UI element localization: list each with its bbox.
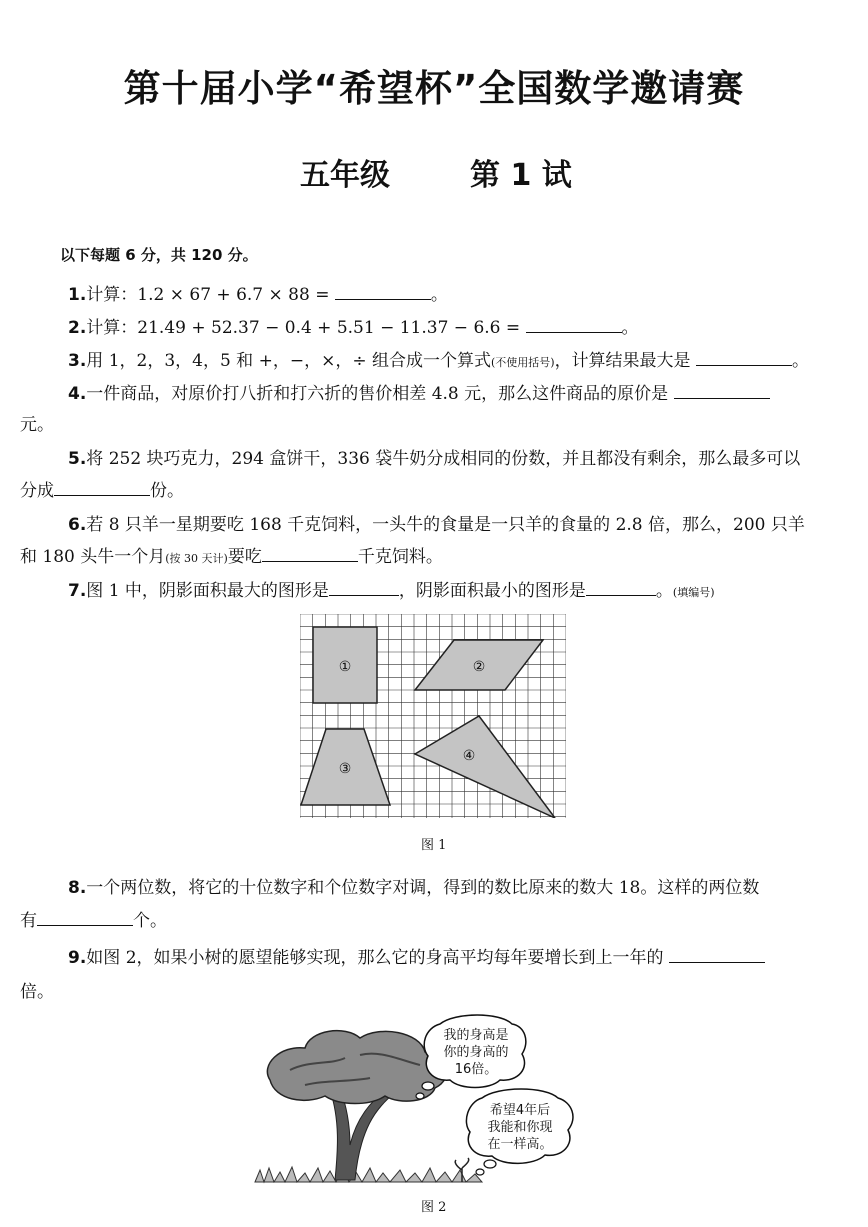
question-2: 2.计算：21.49 + 52.37 − 0.4 + 5.51 − 11.37 − 6.6 = 。 (68, 318, 639, 338)
bubble-2-line-2: 我能和你现 (487, 1120, 553, 1135)
answer-blank-6[interactable] (262, 547, 358, 562)
figure-1-grid (300, 614, 566, 818)
question-9-cont: 倍。 (20, 982, 54, 1002)
answer-blank-5[interactable] (54, 481, 150, 496)
question-7: 7.图 1 中，阴影面积最大的图形是 ，阴影面积最小的图形是 。(填编号) (68, 581, 715, 601)
question-1: 1.计算：1.2 × 67 + 6.7 × 88 = 。 (68, 285, 448, 305)
shape-4-triangle (415, 716, 555, 818)
bubble-1-line-3: 16倍。 (454, 1062, 498, 1077)
answer-blank-2[interactable] (526, 318, 622, 333)
answer-blank-1[interactable] (335, 285, 431, 300)
figure-1-caption: 图 1 (421, 838, 447, 853)
grade-label: 五年级 (300, 158, 390, 193)
shape-3-label: ③ (338, 761, 352, 777)
page-title: 第十届小学“希望杯”全国数学邀请赛 (123, 67, 745, 110)
figure-2-illustration (250, 1010, 590, 1190)
instructions: 以下每题 6 分，共 120 分。 (60, 246, 258, 264)
answer-blank-7a[interactable] (329, 581, 399, 596)
question-6-cont: 和 180 头牛一个月(按 30 天计)要吃 千克饲料。 (20, 547, 443, 567)
question-3: 3.用 1，2，3，4，5 和 +，−，×，÷ 组合成一个算式(不使用括号)，计算结果最大是 。 (68, 351, 809, 371)
question-8: 8.一个两位数，将它的十位数字和个位数字对调，得到的数比原来的数大 18。这样的两位数 (68, 878, 760, 898)
question-4-cont: 元。 (20, 415, 54, 435)
question-5: 5.将 252 块巧克力，294 盒饼干，336 袋牛奶分成相同的份数，并且都没有剩余，那么最多可以 (68, 449, 801, 469)
shape-1-label: ① (338, 659, 352, 675)
question-5-cont: 分成 份。 (20, 481, 184, 501)
question-6: 6.若 8 只羊一星期要吃 168 千克饲料，一头牛的食量是一只羊的食量的 2.8 倍，那么，200 只羊 (68, 515, 805, 535)
figure-2-caption: 图 2 (421, 1200, 447, 1215)
answer-blank-4[interactable] (674, 384, 770, 399)
round-label: 第 1 试 (470, 158, 572, 193)
shape-4-label: ④ (462, 748, 476, 764)
bubble-1-line-2: 你的身高的 (443, 1045, 509, 1060)
bubble-1-line-1: 我的身高是 (443, 1028, 509, 1043)
question-4: 4.一件商品，对原价打八折和打六折的售价相差 4.8 元，那么这件商品的原价是 (68, 379, 770, 404)
question-8-cont: 有 个。 (20, 911, 167, 931)
answer-blank-9[interactable] (669, 948, 765, 963)
bubble-2-line-1: 希望4年后 (489, 1103, 551, 1118)
answer-blank-8[interactable] (37, 911, 133, 926)
shape-2-label: ② (472, 659, 486, 675)
answer-blank-3[interactable] (696, 351, 792, 366)
bubble-2-line-3: 在一样高。 (487, 1137, 553, 1152)
answer-blank-7b[interactable] (586, 581, 656, 596)
question-9: 9.如图 2，如果小树的愿望能够实现，那么它的身高平均每年要增长到上一年的 (68, 943, 765, 968)
grass (255, 1167, 482, 1182)
